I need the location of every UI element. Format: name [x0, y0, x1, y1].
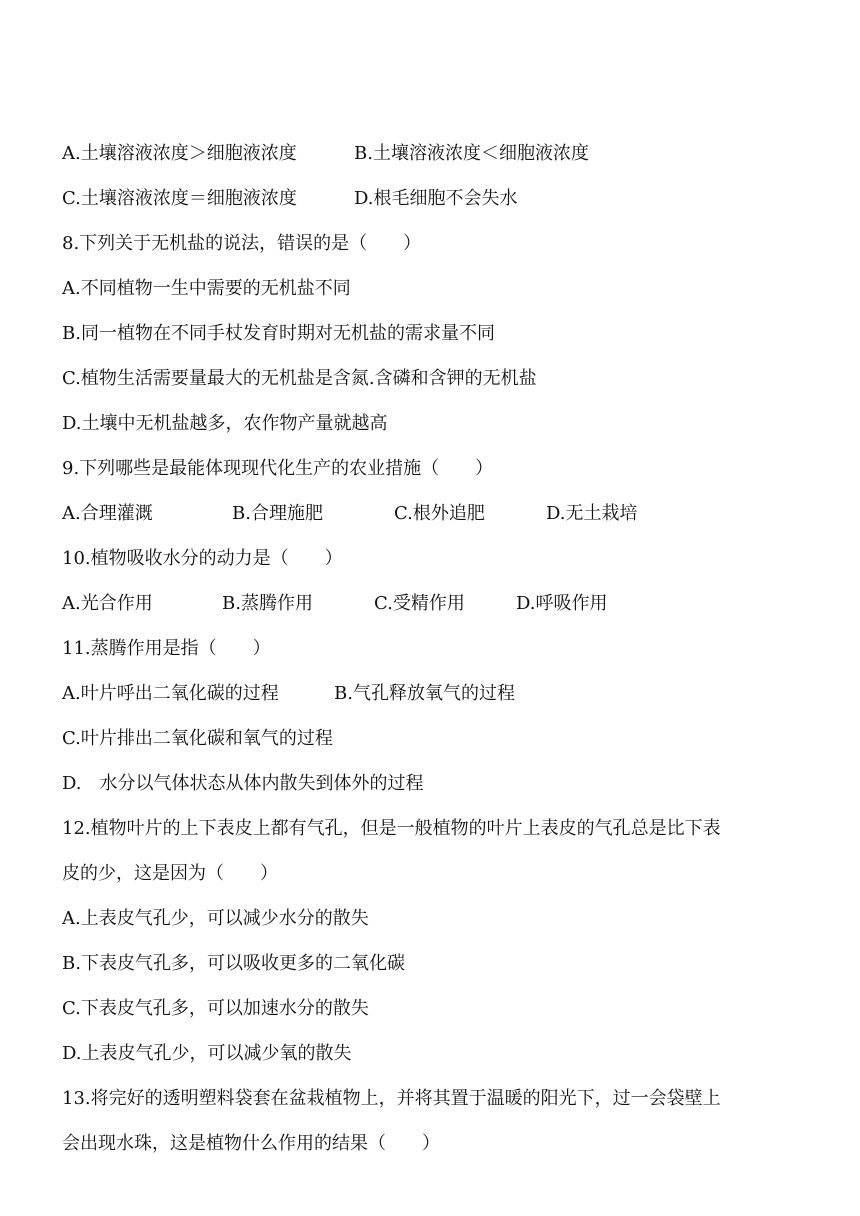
q12-option-d: D.上表皮气孔少，可以减少氧的散失	[62, 1043, 352, 1064]
q13-stem-line1: 13.将完好的透明塑料袋套在盆栽植物上，并将其置于温暖的阳光下，过一会袋壁上	[62, 1088, 721, 1109]
q8-option-b: B.同一植物在不同手杖发育时期对无机盐的需求量不同	[62, 323, 495, 344]
q12-stem-line2: 皮的少，这是因为（ ）	[62, 863, 278, 884]
q9-option-b: B.合理施肥	[232, 503, 323, 524]
q7-option-d: D.根毛细胞不会失水	[354, 188, 518, 209]
q11-option-c: C.叶片排出二氧化碳和氧气的过程	[62, 728, 333, 749]
q7-option-c: C.土壤溶液浓度＝细胞液浓度	[62, 188, 297, 209]
q8-stem: 8.下列关于无机盐的说法，错误的是（ ）	[62, 233, 422, 254]
q9-stem: 9.下列哪些是最能体现现代化生产的农业措施（ ）	[62, 458, 494, 479]
q10-stem: 10.植物吸收水分的动力是（ ）	[62, 548, 343, 569]
q12-option-a: A.上表皮气孔少，可以减少水分的散失	[62, 908, 369, 929]
q12-stem-line1: 12.植物叶片的上下表皮上都有气孔，但是一般植物的叶片上表皮的气孔总是比下表	[62, 818, 721, 839]
q13-stem-line2: 会出现水珠，这是植物什么作用的结果（ ）	[62, 1133, 440, 1154]
q8-option-c: C.植物生活需要量最大的无机盐是含氮.含磷和含钾的无机盐	[62, 368, 537, 389]
q12-option-b: B.下表皮气孔多，可以吸收更多的二氧化碳	[62, 953, 405, 974]
q7-option-a: A.土壤溶液浓度＞细胞液浓度	[62, 143, 297, 164]
q11-option-d: D. 水分以气体状态从体内散失到体外的过程	[62, 773, 424, 794]
q9-option-a: A.合理灌溉	[62, 503, 153, 524]
q11-stem: 11.蒸腾作用是指（ ）	[62, 638, 271, 659]
q9-option-d: D.无土栽培	[546, 503, 638, 524]
q9-option-c: C.根外追肥	[394, 503, 485, 524]
q12-option-c: C.下表皮气孔多，可以加速水分的散失	[62, 998, 369, 1019]
q8-option-a: A.不同植物一生中需要的无机盐不同	[62, 278, 351, 299]
q11-option-b: B.气孔释放氧气的过程	[334, 683, 515, 704]
q10-option-b: B.蒸腾作用	[222, 593, 313, 614]
q7-option-b: B.土壤溶液浓度＜细胞液浓度	[354, 143, 589, 164]
q10-option-a: A.光合作用	[62, 593, 153, 614]
q8-option-d: D.土壤中无机盐越多，农作物产量就越高	[62, 413, 388, 434]
q10-option-c: C.受精作用	[374, 593, 465, 614]
q11-option-a: A.叶片呼出二氧化碳的过程	[62, 683, 279, 704]
q10-option-d: D.呼吸作用	[516, 593, 608, 614]
